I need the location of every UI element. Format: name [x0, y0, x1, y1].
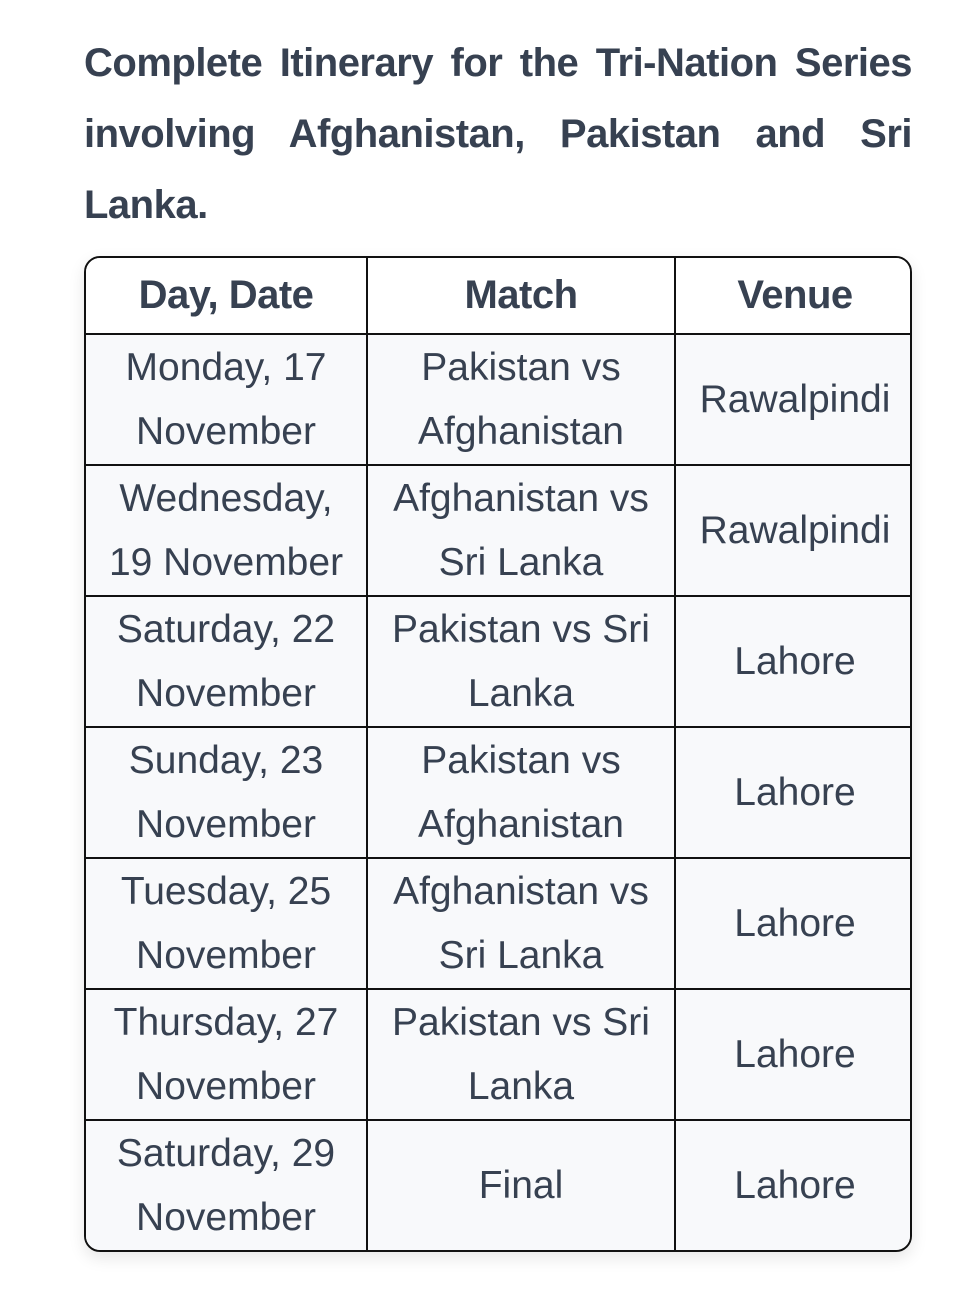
cell-match: Pakistan vs Sri Lanka — [367, 596, 675, 727]
cell-venue: Lahore — [675, 858, 912, 989]
cell-venue: Rawalpindi — [675, 334, 912, 465]
cell-venue: Lahore — [675, 1120, 912, 1251]
intro-heading: Complete Itinerary for the Tri-Nation Series involving Afghanistan, Pakistan and Sri Lanka. — [84, 41, 912, 227]
table-row — [86, 334, 912, 465]
cell-match: Afghanistan vs Sri Lanka — [367, 465, 675, 596]
cell-date: Wednesday, 19 November — [86, 465, 367, 596]
cell-match: Pakistan vs Afghanistan — [367, 727, 675, 858]
table-header-row — [86, 258, 912, 334]
cell-date: Saturday, 22 November — [86, 596, 367, 727]
cell-date: Tuesday, 25 November — [86, 858, 367, 989]
cell-venue: Rawalpindi — [675, 465, 912, 596]
table-row — [86, 596, 912, 727]
cell-match: Final — [367, 1120, 675, 1251]
cell-match: Afghanistan vs Sri Lanka — [367, 858, 675, 989]
header-match: Match — [367, 258, 675, 334]
schedule-table — [86, 258, 912, 1251]
cell-match: Pakistan vs Sri Lanka — [367, 989, 675, 1120]
table-row — [86, 465, 912, 596]
cell-venue: Lahore — [675, 727, 912, 858]
cell-date: Saturday, 29 November — [86, 1120, 367, 1251]
header-venue: Venue — [675, 258, 912, 334]
table-row — [86, 1120, 912, 1251]
table-row — [86, 858, 912, 989]
cell-venue: Lahore — [675, 989, 912, 1120]
cell-venue: Lahore — [675, 596, 912, 727]
cell-date: Monday, 17 November — [86, 334, 367, 465]
table-row — [86, 989, 912, 1120]
header-day-date: Day, Date — [86, 258, 367, 334]
cell-match: Pakistan vs Afghanistan — [367, 334, 675, 465]
schedule-table-container — [84, 256, 912, 1252]
cell-date: Sunday, 23 November — [86, 727, 367, 858]
table-row — [86, 727, 912, 858]
cell-date: Thursday, 27 November — [86, 989, 367, 1120]
